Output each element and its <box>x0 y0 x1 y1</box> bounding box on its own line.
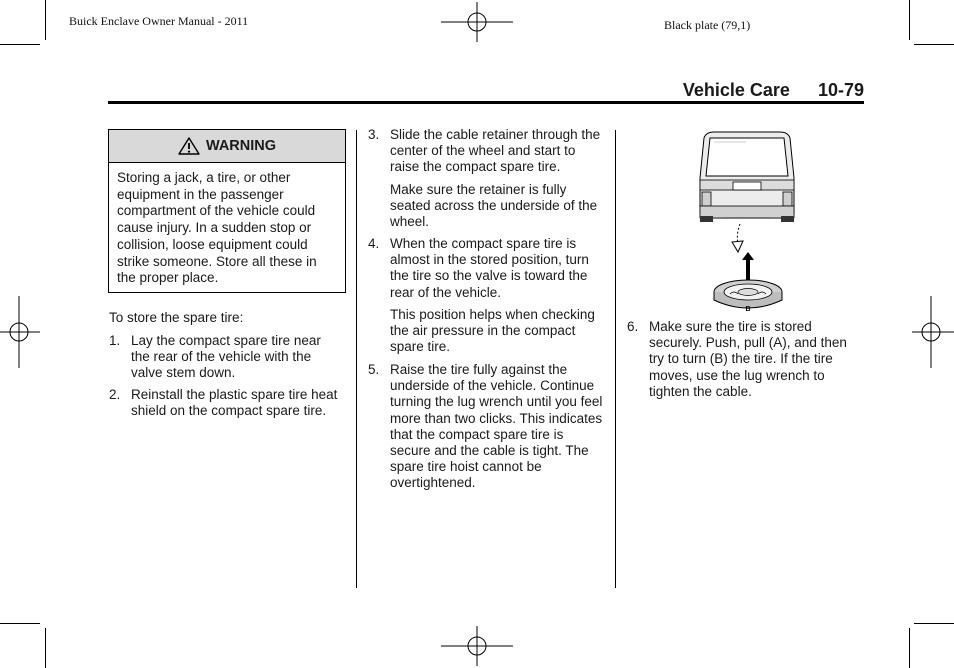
step-text: Slide the cable retainer through the center of the wheel and start to raise the compact spare tire. <box>390 127 601 175</box>
step-item <box>627 319 865 403</box>
warning-text: Storing a jack, a tire, or other equipment in the passenger compartment of the vehicle could cause injury. In a sudden stop or collision, loose equipment could strike someone. Store all these in the proper place. <box>117 170 317 286</box>
step-number: 2. <box>109 387 121 402</box>
column-divider <box>356 130 357 588</box>
column-divider <box>615 130 616 588</box>
crop-mark <box>909 628 910 668</box>
page-number: 10-79 <box>817 80 864 100</box>
label-b: B <box>745 306 751 313</box>
crop-mark <box>45 628 46 668</box>
curved-arrow-head <box>732 241 743 252</box>
crop-mark <box>45 0 46 40</box>
step-text: Reinstall the plastic spare tire heat shield on the compact spare tire. <box>131 387 338 419</box>
warning-box <box>108 129 346 293</box>
registration-mark-top <box>441 2 513 42</box>
step-item <box>368 127 606 177</box>
crop-mark <box>914 623 954 624</box>
step-item <box>368 236 606 302</box>
step-number: 6. <box>627 319 639 334</box>
step-text: Raise the tire fully against the underside of the vehicle. Continue turning the lug wrench until you feel more than two clicks. This indicates that the compact spare tire is secure and the cable is tight. The spare tire hoist cannot be overtightened. <box>390 362 603 491</box>
crop-mark <box>0 623 40 624</box>
registration-mark-bottom <box>441 626 513 666</box>
registration-mark-right <box>912 296 954 368</box>
step-item <box>368 362 606 494</box>
spare-tire-icon <box>714 280 782 308</box>
header-rule <box>108 101 864 104</box>
step-note: Make sure the retainer is fully seated across the underside of the wheel. <box>390 182 598 230</box>
warning-label: WARNING <box>205 138 277 154</box>
step-number: 5. <box>368 362 380 377</box>
step-number: 4. <box>368 236 380 251</box>
section-title: Vehicle Care <box>682 80 790 100</box>
print-header-right: Black plate (79,1) <box>664 18 751 32</box>
step-number: 1. <box>109 333 121 348</box>
step-text: Make sure the tire is stored securely. Push, pull (A), and then try to turn (B) the tire. If the tire moves, use the lug wrench to tighten the cable. <box>649 319 847 399</box>
registration-mark-left <box>0 296 40 368</box>
intro-text: To store the spare tire: <box>109 310 244 325</box>
vehicle-rear-illustration <box>700 132 794 222</box>
step-text: Lay the compact spare tire near the rear of the vehicle with the valve stem down. <box>131 333 321 381</box>
step-text: When the compact spare tire is almost in the stored position, turn the tire so the valve is toward the rear of the vehicle. <box>390 236 589 300</box>
step-note: This position helps when checking the air pressure in the compact spare tire. <box>390 307 595 355</box>
section-header <box>683 80 864 101</box>
print-header-left: Buick Enclave Owner Manual - 2011 <box>69 14 249 28</box>
crop-mark <box>909 0 910 40</box>
step-item <box>109 387 345 437</box>
step-number: 3. <box>368 127 380 142</box>
warning-triangle-icon <box>178 137 200 155</box>
crop-mark <box>0 44 40 45</box>
label-a: A <box>745 253 751 260</box>
step-item <box>109 333 345 383</box>
warning-header <box>109 130 345 163</box>
crop-mark <box>914 44 954 45</box>
spare-tire-illustration <box>696 130 798 314</box>
